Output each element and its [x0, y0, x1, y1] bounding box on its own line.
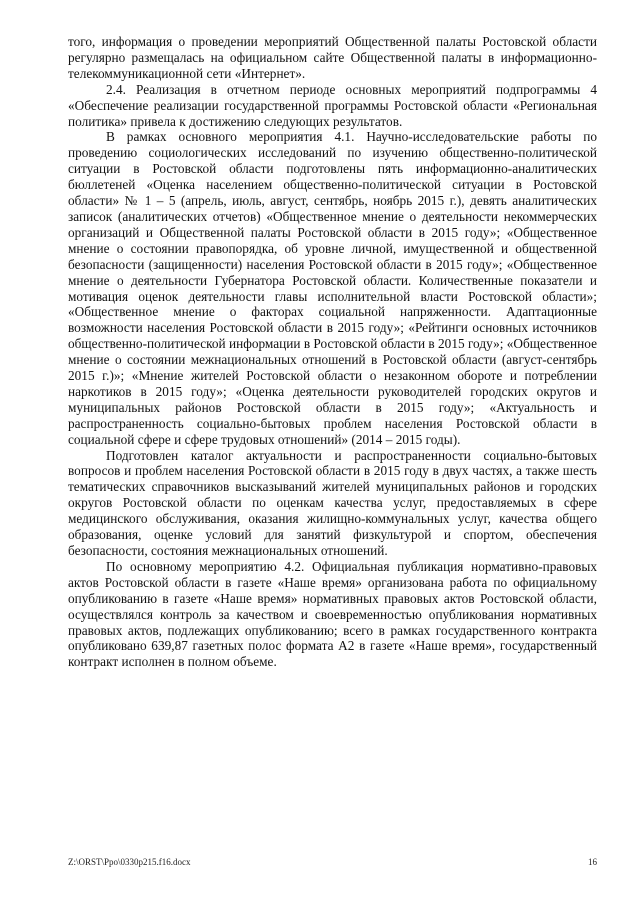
- paragraph-measure-4-2: По основному мероприятию 4.2. Официальная публикация нормативно-правовых актов Ростовской области в газете «Наше время» организована работа по официальному опубликованию в газете «Наше время» нормативных правовых актов Ростовской области, осуществлялся контроль за качеством и своевременностью опубликования нормативных правовых актов, подлежащих опубликованию; всего в рамках государственного контракта опубликовано 639,87 газетных полос формата А2 в газете «Наше время», государственный контракт исполнен в полном объеме.: [68, 558, 597, 670]
- page-number: 16: [588, 857, 597, 867]
- paragraph-measure-4-1: В рамках основного мероприятия 4.1. Научно-исследовательские работы по проведению социологических исследований по изучению общественно-политической ситуации в Ростовской области подготовлены пять информационно-аналитических бюллетеней «Оценка населением общественно-политической ситуации в Ростовской области» № 1 – 5 (апрель, июль, август, сентябрь, ноябрь 2015 г.), девять аналитических записок (аналитических отчетов) «Общественное мнение о деятельности некоммерческих организаций и Общественной палаты Ростовской области в 2015 году»; «Общественное мнение о состоянии правопорядка, об уровне личной, имущественной и общественной безопасности (защищенности) населения Ростовской области в 2015 году»; «Общественное мнение о деятельности Губернатора Ростовской области. Количественные показатели и мотивация оценок деятельности главы исполнительной власти Ростовской области»; «Общественное мнение о факторах социальной напряженности. Адаптационные возможности населения Ростовской области в 2015 году»; «Рейтинги основных источников общественно-политической информации в Ростовской области в 2015 году»; «Общественное мнение о состоянии межнациональных отношений в Ростовской области (август-сентябрь 2015 г.)»; «Мнение жителей Ростовской области о незаконном обороте и потреблении наркотиков в 2015 году»; «Оценка деятельности руководителей городских округов и муниципальных районов Ростовской области в 2015 году»; «Актуальность и распространенность социально-бытовых проблем населения Ростовской области в социальной сфере и сфере трудовых отношений» (2014 – 2015 годы).: [68, 129, 597, 447]
- footer-file-path: Z:\ORST\Ppo\0330p215.f16.docx: [68, 857, 191, 867]
- paragraph-section-2-4: 2.4. Реализация в отчетном периоде основных мероприятий подпрограммы 4 «Обеспечение реализации государственной программы Ростовской области «Региональная политика» привела к достижению следующих результатов.: [68, 81, 597, 129]
- paragraph-catalog: Подготовлен каталог актуальности и распространенности социально-бытовых вопросов и проблем населения Ростовской области в 2015 году в двух частях, а также шесть тематических справочников высказываний жителей муниципальных районов и городских округов Ростовской области по оценкам качества услуг, предоставляемых в сфере медицинского обслуживания, оказания жилищно-коммунальных услуг, качества общего образования, оценке условий для занятий физкультурой и спортом, обеспечения безопасности, состояния межнациональных отношений.: [68, 447, 597, 558]
- document-body: [68, 34, 597, 670]
- paragraph-continuation: того, информация о проведении мероприятий Общественной палаты Ростовской области регулярно размещалась на официальном сайте Общественной палаты в информационно-телекоммуникационной сети «Интернет».: [68, 34, 597, 81]
